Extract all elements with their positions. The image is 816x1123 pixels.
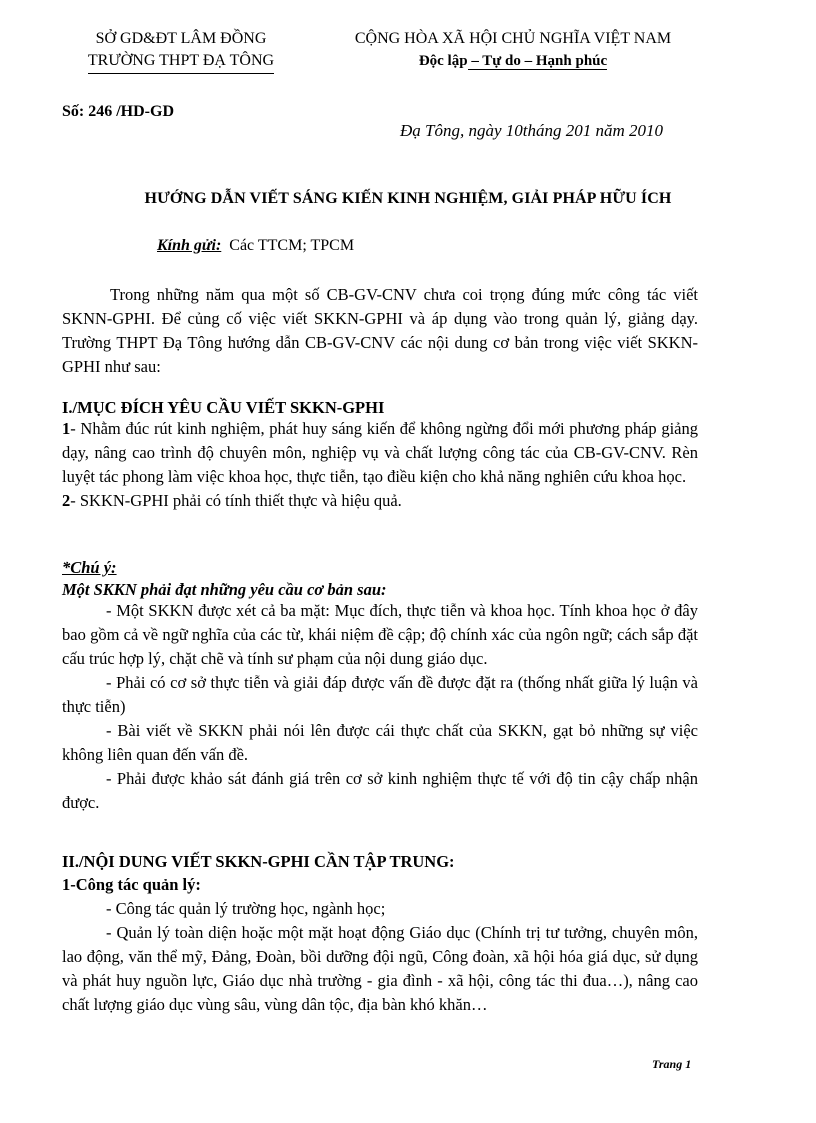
national-motto [318, 50, 708, 72]
section-2-subheading [62, 873, 698, 897]
issuing-authority [56, 28, 306, 74]
date-line: Đạ Tông, ngày 10tháng 201 năm 2010 [400, 121, 664, 140]
section-2-point: - Công tác quản lý trường học, ngành học; [106, 899, 386, 918]
note-label: *Chú ý: [62, 558, 117, 577]
section-1-heading: I./MỤC ĐÍCH YÊU CẦU VIẾT SKKN-GPHI [62, 398, 385, 417]
recipient-label: Kính gửi: [157, 237, 222, 254]
section-1-item-2 [62, 489, 698, 513]
recipient-line [157, 236, 354, 255]
page-number: Trang 1 [652, 1057, 692, 1071]
section-2-body [62, 873, 698, 1017]
national-header [318, 28, 708, 72]
country-name: CỘNG HÒA XÃ HỘI CHỦ NGHĨA VIỆT NAM [354, 30, 672, 47]
recipient-value: Các TTCM; TPCM [229, 237, 355, 254]
item-1-text: - Nhằm đúc rút kinh nghiệm, phát huy sáng kiến để không ngừng đổi mới phương pháp giảng dạy, nâng cao trình độ chuyên môn, nghiệp vụ và chất lượng công tác của CB-GV-CNV. Rèn luyệt tác phong làm việc khoa học, thực tiễn, tạo điều kiện cho khả năng nghiên cứu khoa học. [62, 419, 698, 486]
note-subheading: Một SKKN phải đạt những yêu cầu cơ bản sau: [62, 580, 387, 599]
document-number: Số: 246 /HD-GD [62, 103, 174, 120]
section-1-body [62, 417, 698, 513]
motto-part-2: – Tự do – [467, 53, 536, 69]
sub-heading-text: -Công tác quản lý: [70, 875, 201, 894]
section-2-point: - Quản lý toàn diện hoặc một mặt hoạt động Giáo dục (Chính trị tư tưởng, chuyên môn, lao động, văn thể mỹ, Đảng, Đoàn, bồi dưỡng đội ngũ, Công đoàn, xã hội hóa giá dục, sử dụng và phát huy nguồn lực, Giáo dục nhà trường - gia đình - xã hội, công tác thi đua…), nâng cao chất lượng giáo dục vùng sâu, vùng dân tộc, địa bàn khó khăn… [62, 923, 698, 1014]
motto-part-3: Hạnh phúc [535, 53, 608, 69]
intro-text: Trong những năm qua một số CB-GV-CNV chưa coi trọng đúng mức công tác viết SKNN-GPHI. Để củng cố việc viết SKKN-GPHI và áp dụng vào trong quản lý, giảng dạy. Trường THPT Đạ Tông hướng dẫn CB-GV-CNV các nội dung cơ bản trong việc viết SKKN-GPHI như sau: [62, 285, 698, 376]
section-1-item-1 [62, 417, 698, 489]
motto-part-1: Độc lập [418, 53, 468, 69]
page-title: HƯỚNG DẪN VIẾT SÁNG KIẾN KINH NGHIỆM, GIẢI PHÁP HỮU ÍCH [144, 190, 672, 207]
intro-paragraph [62, 283, 698, 379]
section-2-heading: II./NỘI DUNG VIẾT SKKN-GPHI CẦN TẬP TRUNG: [62, 852, 455, 871]
note-point: - Phải có cơ sở thực tiễn và giải đáp được vấn đề được đặt ra (thống nhất giữa lý luận và thực tiễn) [62, 673, 698, 716]
sub-number: 1 [62, 875, 71, 894]
item-2-number: 2 [62, 491, 71, 510]
department-name: SỞ GD&ĐT LÂM ĐỒNG [95, 30, 267, 47]
note-point: - Bài viết về SKKN phải nói lên được cái thực chất của SKKN, gạt bỏ những sự việc không liên quan đến vấn đề. [62, 721, 698, 764]
note-body [62, 599, 698, 815]
note-point: - Một SKKN được xét cả ba mặt: Mục đích, thực tiễn và khoa học. Tính khoa học ở đây bao gồm cả về ngữ nghĩa của các từ, khái niệm đề cập; độ chính xác của ngôn ngữ; cách sắp đặt cấu trúc hợp lý, chặt chẽ và tính sư phạm của nội dung giáo dục. [62, 601, 698, 668]
note-label-block [62, 557, 117, 579]
item-1-number: 1 [62, 419, 71, 438]
item-2-text: - SKKN-GPHI phải có tính thiết thực và hiệu quả. [70, 491, 402, 510]
school-name: TRƯỜNG THPT ĐẠ TÔNG [88, 50, 274, 74]
note-point: - Phải được khảo sát đánh giá trên cơ sở kinh nghiệm thực tế với độ tin cậy chấp nhận được. [62, 769, 698, 812]
